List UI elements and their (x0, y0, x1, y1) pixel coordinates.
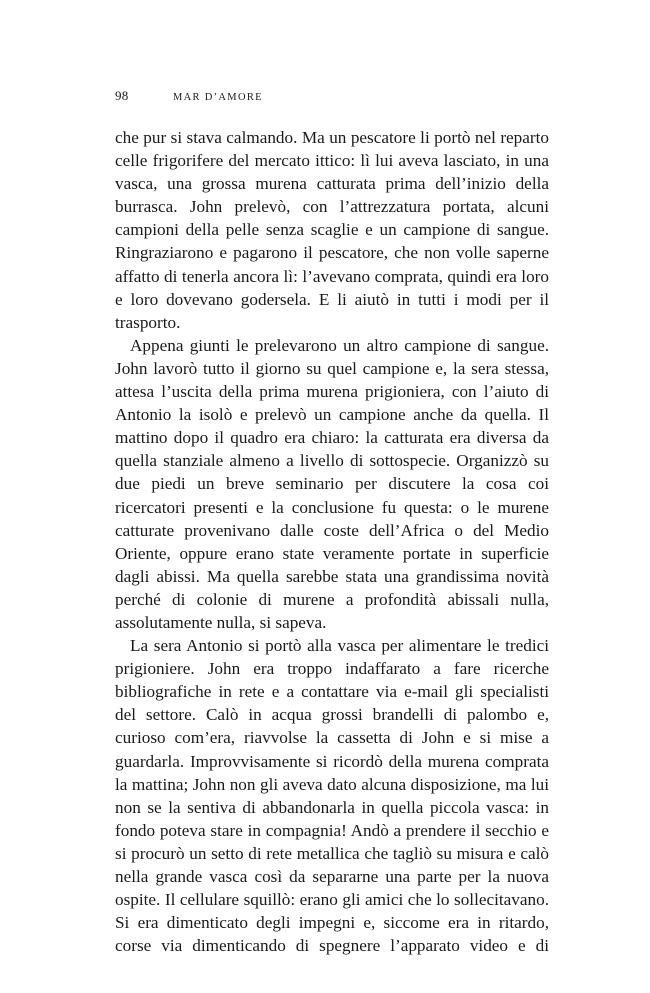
running-head (115, 88, 263, 104)
page-number: 98 (115, 88, 129, 103)
paragraph-1: che pur si stava calmando. Ma un pescatore li portò nel reparto celle frigorifere del mercato ittico: lì lui aveva lasciato, in una vasca, una grossa murena catturata prima dell’inizio della burrasca. John prelevò, con l’attrezzatura portata, alcuni campioni della pelle senza scaglie e un campione di sangue. Ringraziarono e pagarono il pescatore, che non volle saperne affatto di tenerla ancora lì: l’avevano comprata, quindi era loro e loro dovevano godersela. E li aiutò in tutti i modi per il trasporto. (115, 128, 549, 332)
paragraph-3: La sera Antonio si portò alla vasca per alimentare le tredici prigioniere. John era troppo indaffarato a fare ricerche bibliografiche in rete e a contattare via e-mail gli specialisti del settore. Calò in acqua grossi brandelli di palombo e, curioso com’era, riavvolse la cassetta di John e si mise a guardarla. Improvvisamente si ricordò della murena comprata la mattina; John non gli aveva dato alcuna disposizione, ma lui non se la sentiva di abbandonarla in quella piccola vasca: in fondo poteva stare in compagnia! Andò a prendere il secchio e si procurò un setto di rete metallica che tagliò su misura e calò nella grande vasca così da separarne una parte per la nuova ospite. Il cellulare squillò: erano gli amici che lo sollecitavano. Si era dimenticato degli impegni e, siccome era in ritardo, corse via dimenticando di spegnere l’apparato video e di (115, 636, 549, 956)
running-title: MAR D’AMORE (173, 92, 263, 103)
body-text (115, 126, 549, 957)
paragraph-2: Appena giunti le prelevarono un altro campione di sangue. John lavorò tutto il giorno su quel campione e, la sera stessa, attesa l’uscita della prima murena prigioniera, con l’aiuto di Antonio la isolò e prelevò un campione anche da quella. Il mattino dopo il quadro era chiaro: la catturata era diversa da quella stanziale almeno a livello di sottospecie. Organizzò su due piedi un breve seminario per discutere la cosa coi ricercatori presenti e la conclusione fu questa: o le murene catturate provenivano dalle coste dell’Africa o del Medio Oriente, oppure erano state veramente portate in superficie dagli abissi. Ma quella sarebbe stata una grandissima novità perché di colonie di murene a profondità abissali nulla, assolutamente nulla, si sapeva. (115, 335, 549, 632)
